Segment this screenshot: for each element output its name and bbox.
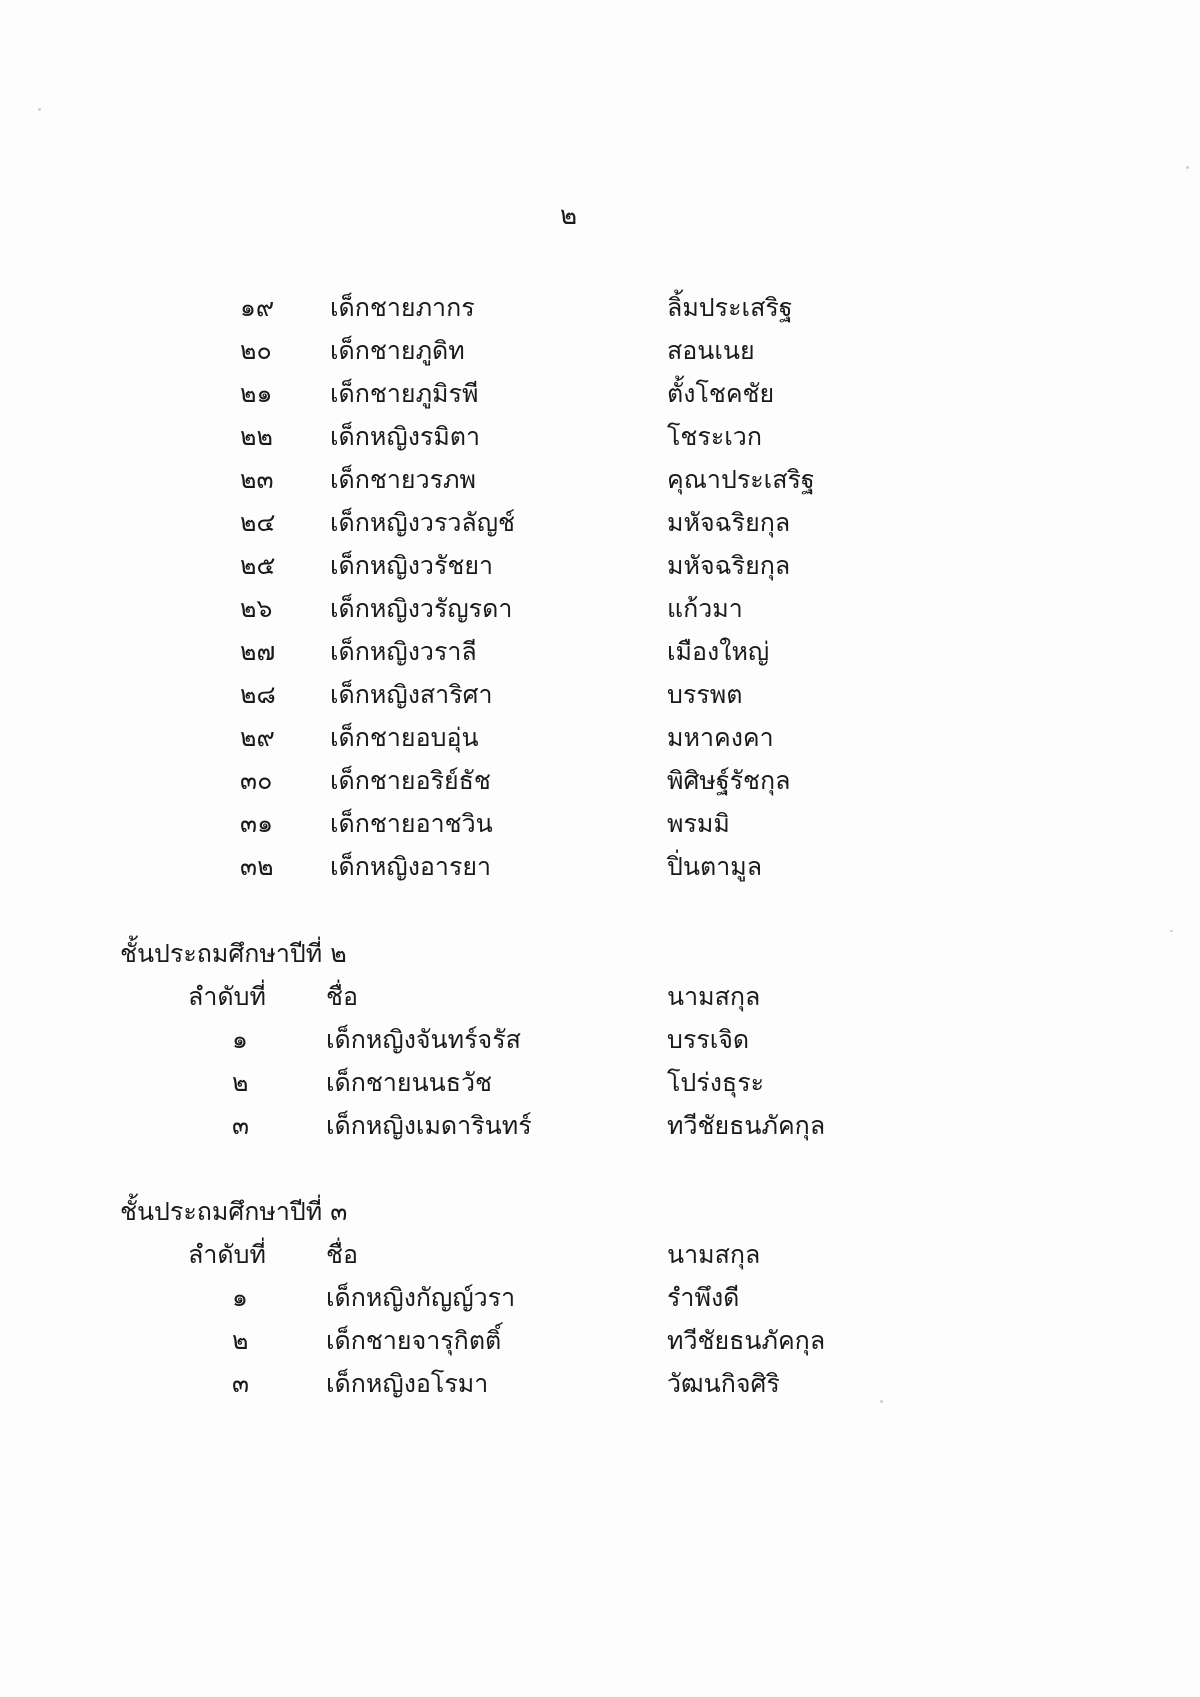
student-surname: มหัจฉริยกุล bbox=[667, 508, 791, 537]
student-surname: แก้วมา bbox=[667, 594, 743, 623]
row-number: ๒๙ bbox=[240, 723, 275, 752]
student-name: เด็กหญิงวรัญรดา bbox=[330, 594, 513, 623]
list-item bbox=[0, 415, 1200, 458]
student-surname: เมืองใหญ่ bbox=[667, 637, 770, 666]
row-number: ๓ bbox=[232, 1111, 250, 1140]
column-header-name: ชื่อ bbox=[326, 1240, 358, 1269]
student-name: เด็กหญิงอโรมา bbox=[326, 1369, 489, 1398]
column-header-surname: นามสกุล bbox=[667, 1240, 761, 1269]
row-number: ๒๘ bbox=[240, 680, 276, 709]
student-surname: พิศิษฐ์รัชกุล bbox=[667, 766, 791, 795]
student-surname: ตั้งโชคชัย bbox=[667, 379, 775, 408]
list-item bbox=[0, 673, 1200, 716]
list-item bbox=[0, 716, 1200, 759]
student-surname: โปร่งธุระ bbox=[667, 1068, 765, 1097]
list-item bbox=[0, 458, 1200, 501]
row-number: ๑ bbox=[232, 1025, 248, 1054]
row-number: ๓๐ bbox=[240, 766, 273, 795]
section-title-grade-3: ชั้นประถมศึกษาปีที่ ๓ bbox=[120, 1197, 348, 1226]
row-number: ๒๖ bbox=[240, 594, 273, 623]
student-name: เด็กชายภูดิท bbox=[330, 336, 465, 365]
student-name: เด็กชายภูมิรพี bbox=[330, 379, 479, 408]
student-table-grade-3 bbox=[0, 1233, 1200, 1405]
student-surname: มหัจฉริยกุล bbox=[667, 551, 791, 580]
student-table-grade-2 bbox=[0, 975, 1200, 1147]
list-item bbox=[0, 329, 1200, 372]
student-name: เด็กหญิงรมิตา bbox=[330, 422, 481, 451]
row-number: ๒ bbox=[232, 1326, 249, 1355]
list-item bbox=[0, 802, 1200, 845]
student-surname: พรมมิ bbox=[667, 809, 730, 838]
column-header-name: ชื่อ bbox=[326, 982, 358, 1011]
table-row bbox=[0, 1319, 1200, 1362]
student-surname: คุณาประเสริฐ bbox=[667, 465, 815, 494]
student-name: เด็กชายอบอุ่น bbox=[330, 723, 479, 752]
student-surname: สอนเนย bbox=[667, 336, 755, 365]
student-name: เด็กชายจารุกิตติ์ bbox=[326, 1326, 502, 1355]
student-surname: ลิ้มประเสริฐ bbox=[667, 293, 793, 322]
student-name: เด็กหญิงกัญญ์วรา bbox=[326, 1283, 516, 1312]
table-row bbox=[0, 1276, 1200, 1319]
student-surname: รำพึงดี bbox=[667, 1283, 740, 1312]
list-item bbox=[0, 286, 1200, 329]
student-name: เด็กชายอาชวิน bbox=[330, 809, 493, 838]
column-header-number: ลำดับที่ bbox=[188, 1240, 266, 1269]
scan-speck bbox=[1186, 166, 1189, 169]
student-surname: บรรพต bbox=[667, 680, 743, 709]
student-name: เด็กหญิงอารยา bbox=[330, 852, 492, 881]
table-header bbox=[0, 975, 1200, 1018]
student-name: เด็กหญิงเมดารินทร์ bbox=[326, 1111, 532, 1140]
student-name: เด็กชายวรภพ bbox=[330, 465, 476, 494]
student-name: เด็กหญิงวราลี bbox=[330, 637, 477, 666]
list-item bbox=[0, 501, 1200, 544]
student-name: เด็กหญิงสาริศา bbox=[330, 680, 493, 709]
table-row bbox=[0, 1104, 1200, 1147]
row-number: ๒๔ bbox=[240, 508, 276, 537]
student-surname: ปิ่นตามูล bbox=[667, 852, 763, 881]
student-name: เด็กหญิงวรวลัญช์ bbox=[330, 508, 515, 537]
student-surname: วัฒนกิจศิริ bbox=[667, 1369, 780, 1398]
student-surname: ทวีชัยธนภัคกุล bbox=[667, 1111, 826, 1140]
row-number: ๒๕ bbox=[240, 551, 276, 580]
student-surname: ทวีชัยธนภัคกุล bbox=[667, 1326, 826, 1355]
scan-speck bbox=[38, 108, 41, 111]
row-number: ๓๒ bbox=[240, 852, 274, 881]
student-surname: บรรเจิด bbox=[667, 1025, 750, 1054]
student-name: เด็กชายภากร bbox=[330, 293, 475, 322]
student-name: เด็กชายนนธวัช bbox=[326, 1068, 493, 1097]
column-header-surname: นามสกุล bbox=[667, 982, 761, 1011]
row-number: ๒๑ bbox=[240, 379, 273, 408]
row-number: ๒๒ bbox=[240, 422, 273, 451]
row-number: ๑๙ bbox=[240, 293, 275, 322]
table-row bbox=[0, 1061, 1200, 1104]
table-row bbox=[0, 1018, 1200, 1061]
list-item bbox=[0, 630, 1200, 673]
row-number: ๓ bbox=[232, 1369, 250, 1398]
list-item bbox=[0, 845, 1200, 888]
student-surname: มหาคงคา bbox=[667, 723, 774, 752]
list-item bbox=[0, 587, 1200, 630]
row-number: ๒๐ bbox=[240, 336, 272, 365]
list-item bbox=[0, 544, 1200, 587]
list-item bbox=[0, 372, 1200, 415]
section-title-grade-2: ชั้นประถมศึกษาปีที่ ๒ bbox=[120, 939, 347, 968]
student-name: เด็กหญิงวรัชยา bbox=[330, 551, 494, 580]
list-item bbox=[0, 759, 1200, 802]
row-number: ๓๑ bbox=[240, 809, 273, 838]
page-number: ๒ bbox=[560, 201, 578, 231]
column-header-number: ลำดับที่ bbox=[188, 982, 266, 1011]
student-list-continued bbox=[0, 286, 1200, 888]
table-header bbox=[0, 1233, 1200, 1276]
scan-speck bbox=[1170, 930, 1173, 932]
row-number: ๒๓ bbox=[240, 465, 274, 494]
table-row bbox=[0, 1362, 1200, 1405]
student-surname: โชระเวก bbox=[667, 422, 762, 451]
student-name: เด็กชายอริย์ธัช bbox=[330, 766, 491, 795]
row-number: ๒๗ bbox=[240, 637, 276, 666]
row-number: ๑ bbox=[232, 1283, 248, 1312]
row-number: ๒ bbox=[232, 1068, 249, 1097]
student-name: เด็กหญิงจันทร์จรัส bbox=[326, 1025, 521, 1054]
